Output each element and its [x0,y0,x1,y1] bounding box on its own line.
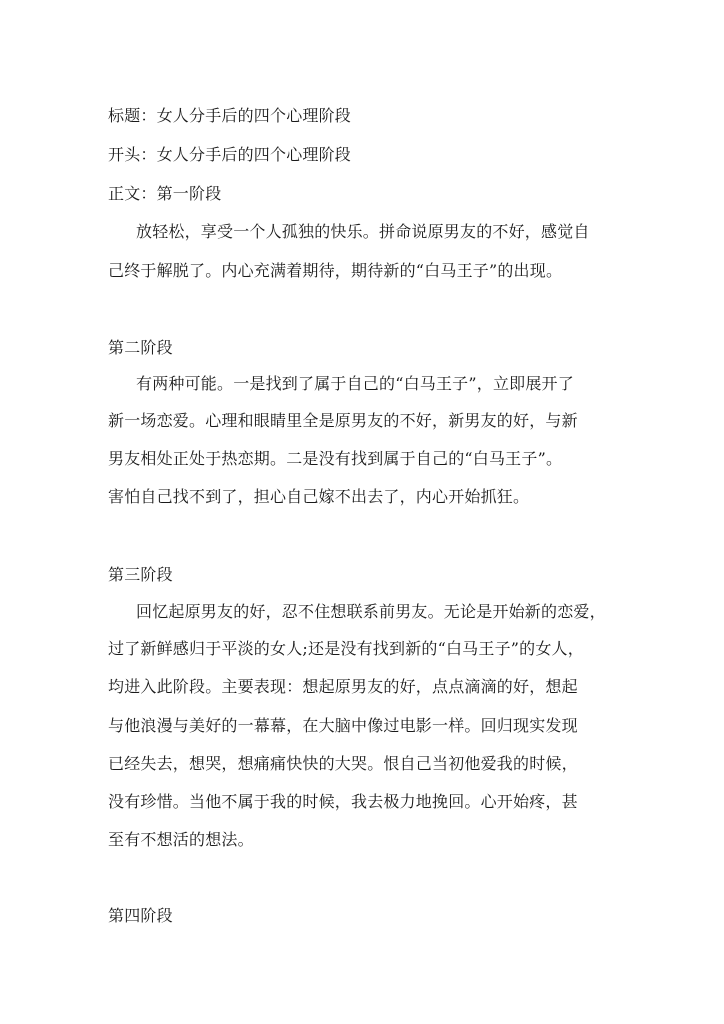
stage2-heading: 第二阶段 [108,338,173,357]
body-label: 正文：第一阶段 [108,184,222,203]
stage1-paragraph-line: 己终于解脱了。内心充满着期待，期待新的“白马王子”的出现。 [108,261,563,280]
stage3-paragraph-line: 回忆起原男友的好，忍不住想联系前男友。无论是开始新的恋爱， [136,602,606,621]
stage3-paragraph-line: 均进入此阶段。主要表现：想起原男友的好，点点滴滴的好，想起 [108,677,578,696]
stage2-paragraph-line: 新一场恋爱。心理和眼睛里全是原男友的不好，新男友的好，与新 [108,411,578,430]
stage3-paragraph-line: 没有珍惜。当他不属于我的时候，我去极力地挽回。心开始疼，甚 [108,792,578,811]
opening-line: 开头：女人分手后的四个心理阶段 [108,145,352,164]
stage3-paragraph-line: 已经失去，想哭，想痛痛快快的大哭。恨自己当初他爱我的时候， [108,754,578,773]
stage2-paragraph-line: 害怕自己找不到了，担心自己嫁不出去了，内心开始抓狂。 [108,487,530,506]
stage1-paragraph-line: 放轻松，享受一个人孤独的快乐。拼命说原男友的不好，感觉自 [136,222,590,241]
stage3-paragraph-line: 过了新鲜感归于平淡的女人;还是没有找到新的“白马王子”的女人， [108,639,584,658]
stage3-paragraph-line: 与他浪漫与美好的一幕幕，在大脑中像过电影一样。回归现实发现 [108,716,578,735]
title-line: 标题：女人分手后的四个心理阶段 [108,106,352,125]
stage2-paragraph-line: 有两种可能。一是找到了属于自己的“白马王子”，立即展开了 [136,374,574,393]
stage4-heading: 第四阶段 [108,906,173,925]
stage2-paragraph-line: 男友相处正处于热恋期。二是没有找到属于自己的“白马王子”。 [108,449,563,468]
stage3-heading: 第三阶段 [108,565,173,584]
stage3-paragraph-line: 至有不想活的想法。 [108,830,254,849]
